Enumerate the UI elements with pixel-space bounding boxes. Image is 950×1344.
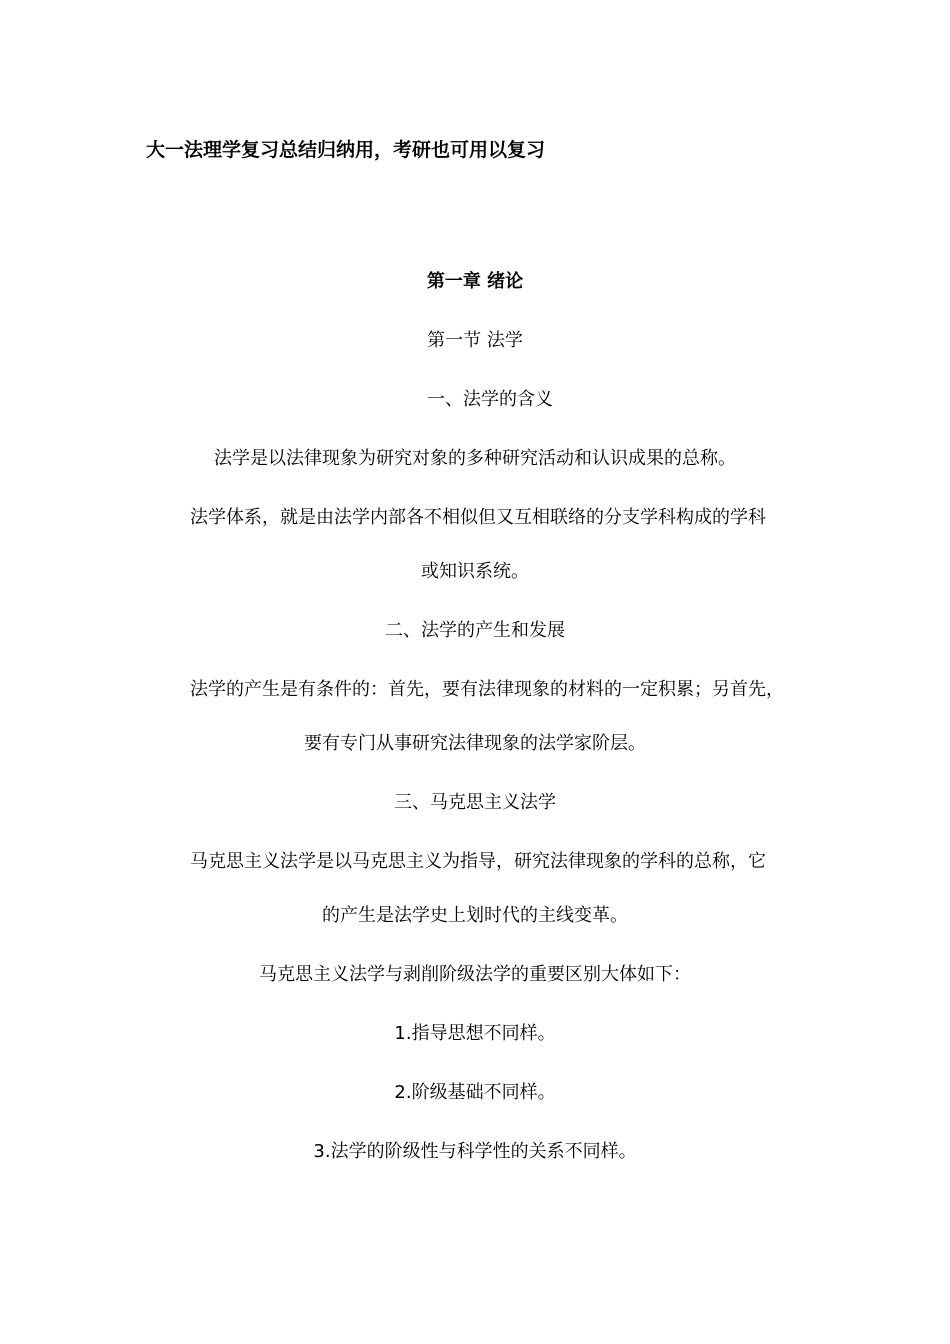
list-item: 3.法学的阶级性与科学性的关系不同样。 bbox=[313, 1141, 637, 1162]
paragraph-marxist-line-1: 马克思主义法学是以马克思主义为指导，研究法律现象的学科的总称，它 bbox=[190, 851, 766, 872]
subsection-heading-2: 二、法学的产生和发展 bbox=[385, 620, 565, 641]
document-title: 大一法理学复习总结归纳用，考研也可用以复习 bbox=[146, 139, 546, 161]
paragraph-marxist-line-2: 的产生是法学史上划时代的主线变革。 bbox=[322, 905, 628, 926]
section-heading: 第一节 法学 bbox=[427, 330, 523, 351]
chapter-heading: 第一章 绪论 bbox=[426, 271, 524, 292]
paragraph-definition: 法学是以法律现象为研究对象的多种研究活动和认识成果的总称。 bbox=[214, 448, 736, 469]
paragraph-system-line-2: 或知识系统。 bbox=[421, 561, 529, 582]
paragraph-differences-intro: 马克思主义法学与剥削阶级法学的重要区别大体如下： bbox=[259, 964, 691, 985]
list-item: 1.指导思想不同样。 bbox=[394, 1023, 556, 1044]
paragraph-origin-line-1: 法学的产生是有条件的：首先，要有法律现象的材料的一定积累；另首先， bbox=[190, 679, 784, 700]
paragraph-origin-line-2: 要有专门从事研究法律现象的法学家阶层。 bbox=[304, 733, 646, 754]
subsection-heading-3: 三、马克思主义法学 bbox=[394, 792, 556, 813]
paragraph-system-line-1: 法学体系，就是由法学内部各不相似但又互相联络的分支学科构成的学科 bbox=[190, 507, 766, 528]
list-item: 2.阶级基础不同样。 bbox=[394, 1082, 556, 1103]
subsection-heading-1: 一、法学的含义 bbox=[427, 389, 553, 410]
